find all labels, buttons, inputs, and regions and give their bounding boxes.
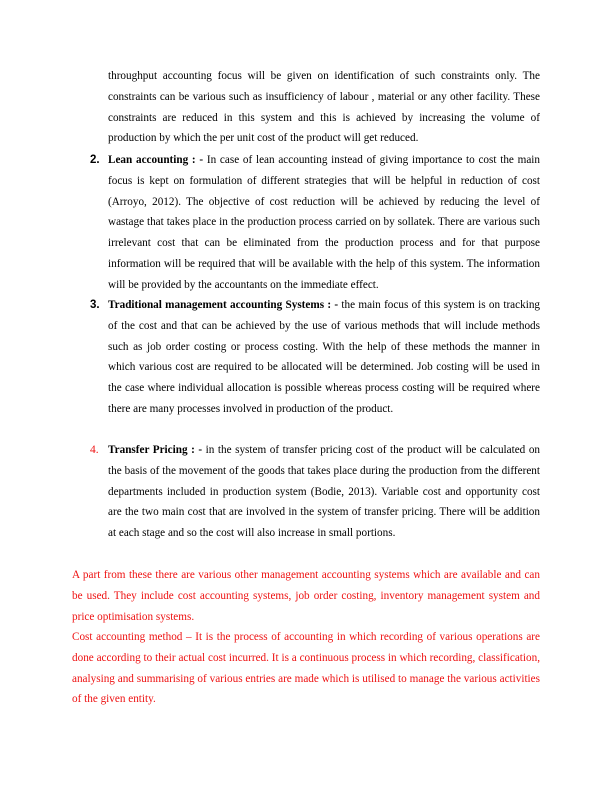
list-number-4: 4. [90,444,99,456]
list-number-3: 3. [90,299,100,311]
body-lean-accounting: In case of lean accounting instead of giving importance to cost the main focus is kept on formulation of different strategies that will be helpful in reduction of cost (Arroyo, 2012). The objective of cost reduction will be achieved by reducing the level of wastage that takes place in the production process carried on by sollatek. There are various such irrelevant cost that can be eliminated from the production process and for that purpose information will be required that will be available with the help of this system. The information will be provided by the accountants on the immediate effect. [108,154,540,291]
term-lean-accounting: Lean accounting : - [108,154,204,166]
body-traditional-systems: the main focus of this system is on tracking of the cost and that can be achieved by the use of various methods that will include methods such as job order costing or process costing. With the help of these methods the manner in which various cost are required to be allocated will be determined. Job costing will be used in the case where individual allocation is possible whereas process costing will be required where there are many processes involved in production of the product. [108,299,541,415]
list-number-2: 2. [90,154,100,166]
list-item-traditional-systems [108,295,540,420]
list-item-lean-accounting [108,150,540,296]
term-traditional-systems: Traditional management accounting Systems : - [108,299,339,311]
term-transfer-pricing: Transfer Pricing : - [108,444,203,456]
red-paragraph-cost-accounting: Cost accounting method – It is the process of accounting in which recording of various operations are done according to their actual cost incurred. It is a continuous process in which recording, classification, analysing and summarising of various entries are made which is utilised to manage the various activities of the given entity. [72,631,540,706]
body-transfer-pricing: in the system of transfer pricing cost of the product will be calculated on the basis of the movement of the goods that takes place during the production from the different departments included in production system (Bodie, 2013). Variable cost and opportunity cost are the two main cost that are involved in the system of transfer pricing. There will be addition at each stage and so the cost will also increase in small portions. [108,444,541,540]
intro-continuation-paragraph: throughput accounting focus will be given on identification of such constraints only. The constraints can be various such as insufficiency of labour , material or any other facility. These constraints are reduced in this system and this is achieved by increasing the volume of production by which the per unit cost of the product will get reduced. [108,70,540,145]
list-item-transfer-pricing [108,440,540,544]
red-paragraph-other-systems: A part from these there are various other management accounting systems which are available and can be used. They include cost accounting systems, job order costing, inventory management system and price optimisation systems. [72,569,540,623]
